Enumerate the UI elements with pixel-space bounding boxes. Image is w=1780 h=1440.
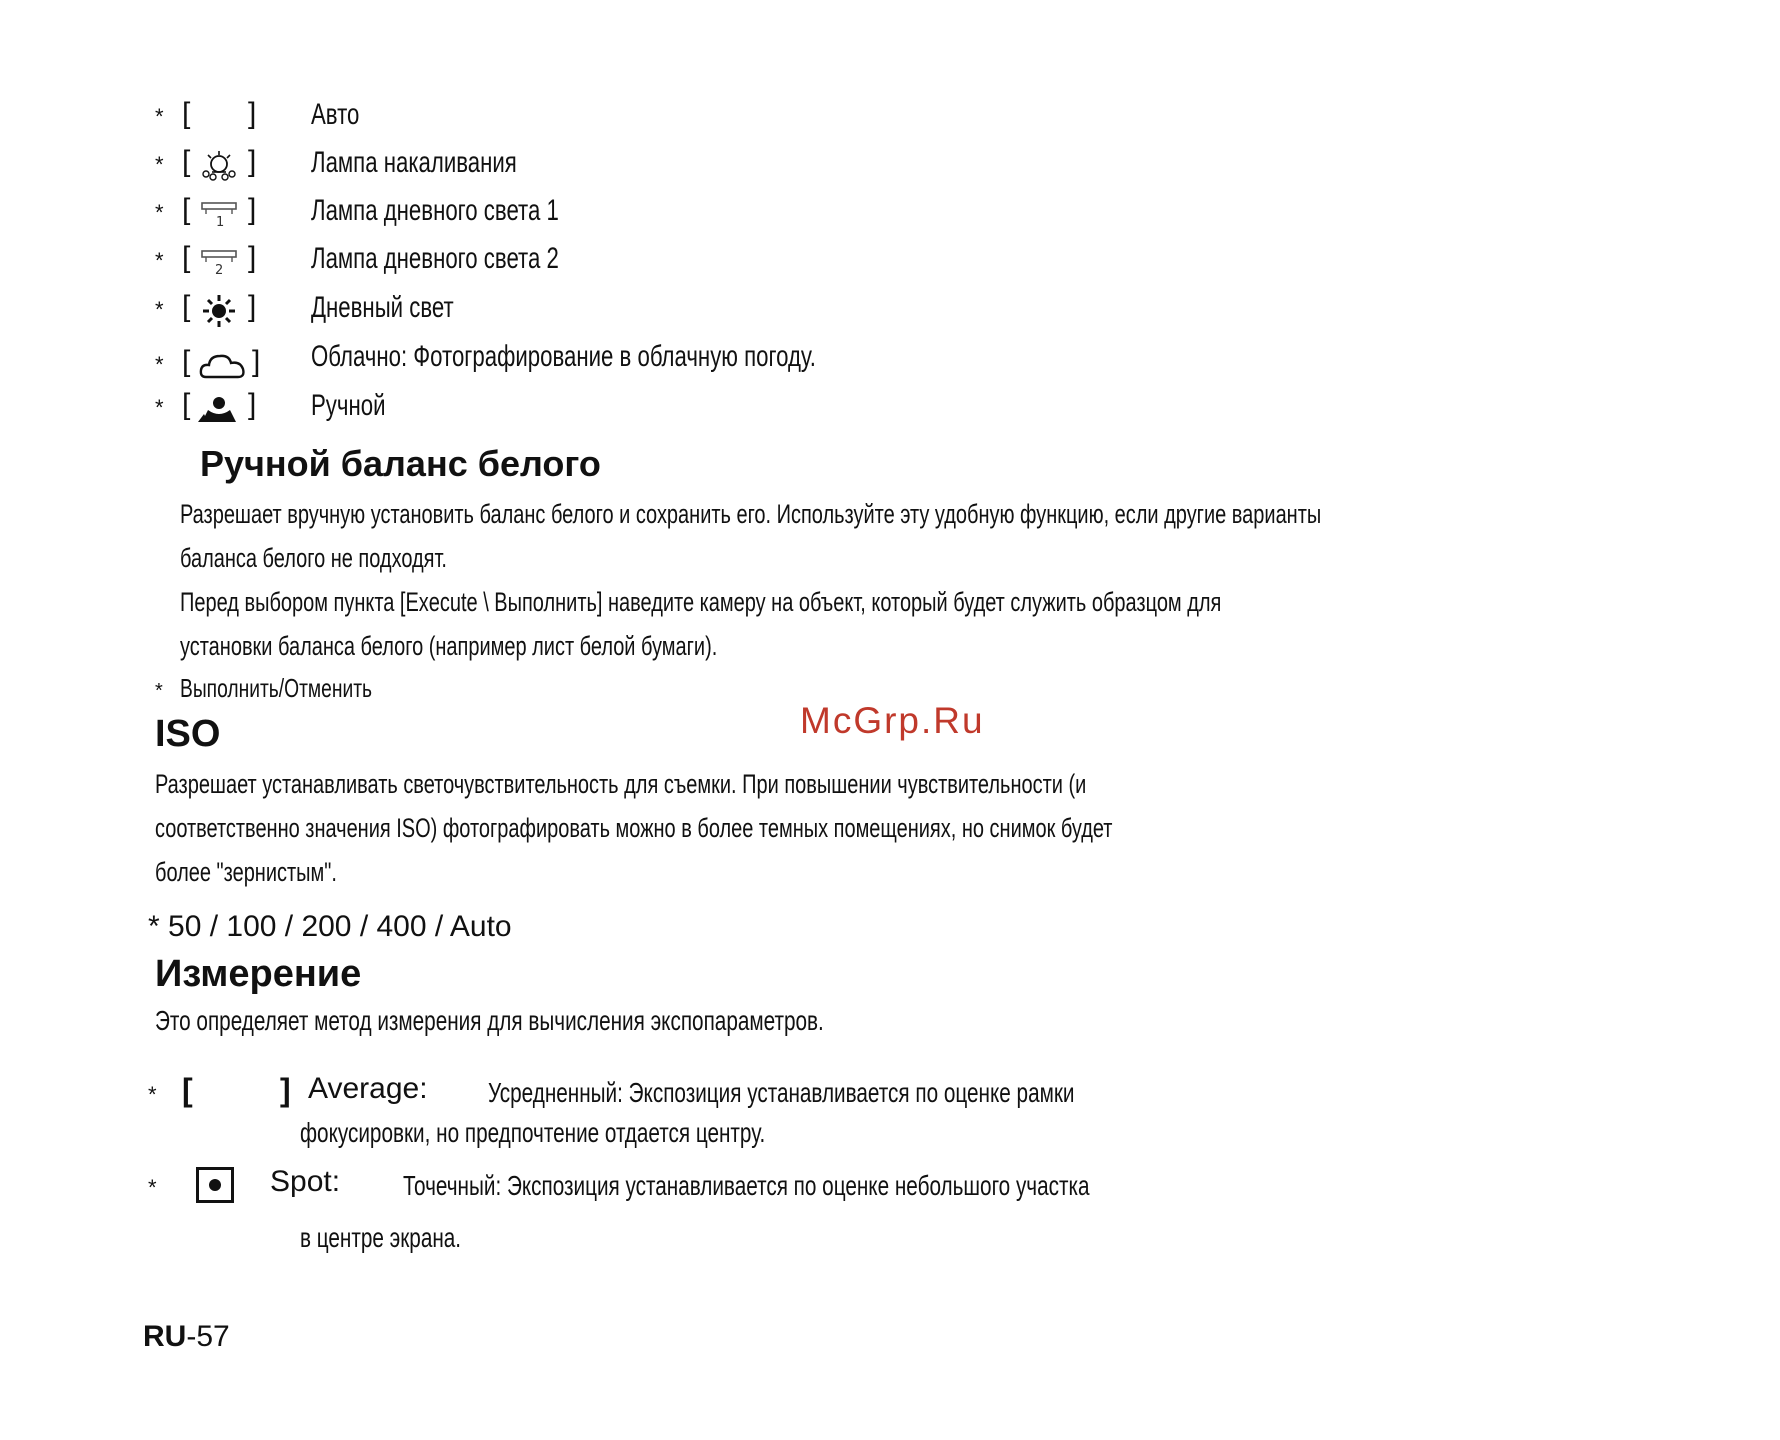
wb-label: Облачно: Фотографирование в облачную погоду. <box>311 340 816 373</box>
manual-wb-line: баланса белого не подходят. <box>180 543 447 573</box>
watermark: McGrp.Ru <box>800 700 985 741</box>
page-number-prefix: RU <box>143 1320 187 1353</box>
wb-label: Лампа дневного света 2 <box>311 242 559 275</box>
spot-dot <box>209 1179 221 1191</box>
icon-bracket: [ ] <box>182 290 262 330</box>
spot-metering-icon <box>196 1167 234 1203</box>
fluorescent-1-icon <box>194 197 244 231</box>
iso-line: более "зернистым". <box>155 857 337 887</box>
svg-text:2: 2 <box>215 263 224 278</box>
metering-description: Это определяет метод измерения для вычисления экспопараметров. <box>155 1005 824 1036</box>
manual-wb-icon <box>194 392 244 426</box>
wb-item-cloudy <box>155 340 1255 380</box>
sun-icon <box>194 294 244 328</box>
list-star: * <box>155 248 164 273</box>
manual-wb-option: Выполнить/Отменить <box>180 673 373 703</box>
list-star: * <box>148 1175 157 1200</box>
wb-item-daylight <box>155 291 1255 331</box>
average-name: Average: <box>308 1072 428 1105</box>
list-star: * <box>155 352 164 377</box>
list-star: * <box>148 1082 157 1107</box>
average-metering-icon-right: ] <box>280 1072 291 1108</box>
wb-label: Авто <box>311 98 360 131</box>
iso-description <box>155 762 1695 894</box>
incandescent-bulb-icon <box>194 149 244 183</box>
svg-text:1: 1 <box>216 215 225 230</box>
list-star: * <box>155 152 164 177</box>
iso-line: Разрешает устанавливать светочувствительность для съемки. При повышении чувствительности (и <box>155 769 1087 799</box>
wb-label: Дневный свет <box>311 291 454 324</box>
list-star: * <box>155 104 164 129</box>
average-line-2: фокусировки, но предпочтение отдается центру. <box>300 1117 766 1148</box>
manual-wb-line: установки баланса белого (например лист белой бумаги). <box>180 631 718 661</box>
spot-line-1: Точечный: Экспозиция устанавливается по оценке небольшого участка <box>403 1170 1090 1201</box>
wb-item-manual <box>155 389 1255 429</box>
wb-label: Лампа дневного света 1 <box>311 194 559 227</box>
page-number-value: -57 <box>186 1320 230 1353</box>
wb-item-fluorescent-2 <box>155 242 1255 282</box>
icon-bracket: [ ] 1 <box>182 193 257 230</box>
metering-heading: Измерение <box>155 953 362 995</box>
average-metering-icon: [ <box>182 1072 193 1108</box>
wb-item-incandescent <box>155 146 1255 186</box>
icon-bracket: [ ] <box>182 388 262 428</box>
manual-wb-description <box>180 492 1720 668</box>
auto-icon: [ ] <box>182 97 257 130</box>
wb-label: Ручной <box>311 389 386 422</box>
list-star: * <box>155 200 164 225</box>
manual-wb-heading: Ручной баланс белого <box>200 443 601 484</box>
average-line-1: Усредненный: Экспозиция устанавливается по оценке рамки <box>488 1077 1075 1108</box>
spot-line-2: в центре экрана. <box>300 1222 462 1253</box>
manual-wb-line: Разрешает вручную установить баланс белого и сохранить его. Используйте эту удобную функцию, если другие варианты <box>180 499 1322 529</box>
cloud-icon <box>196 349 250 383</box>
fluorescent-2-icon <box>194 245 244 279</box>
page-number <box>143 1320 230 1354</box>
icon-bracket: [ ] <box>182 345 262 385</box>
manual-wb-line: Перед выбором пункта [Execute \ Выполнить] наведите камеру на объект, который будет служить образцом для <box>180 587 1222 617</box>
wb-item-fluorescent-1 <box>155 194 1255 234</box>
icon-bracket: [ ] 2 <box>182 241 257 278</box>
spot-name: Spot: <box>270 1165 341 1198</box>
iso-options: * 50 / 100 / 200 / 400 / Auto <box>148 910 512 943</box>
list-star: * <box>155 680 163 702</box>
list-star: * <box>155 395 164 420</box>
icon-bracket: [ ] <box>182 145 262 185</box>
list-star: * <box>155 297 164 322</box>
iso-heading: ISO <box>155 713 221 755</box>
wb-item-auto <box>155 98 1255 138</box>
iso-line: соответственно значения ISO) фотографировать можно в более темных помещениях, но снимок будет <box>155 813 1113 843</box>
wb-label: Лампа накаливания <box>311 146 517 179</box>
